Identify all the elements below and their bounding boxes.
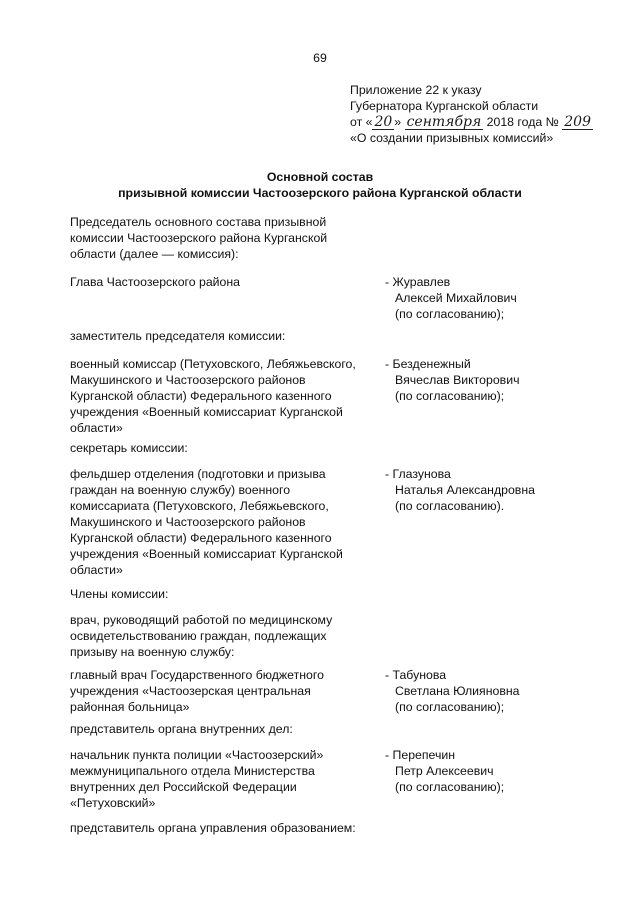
annex-line-3 <box>350 114 635 130</box>
police-person <box>385 747 635 795</box>
doctor-header-line: врач, руководящий работой по медицинскому <box>70 613 333 627</box>
chairman-header-line: области (далее — комиссия): <box>70 247 239 261</box>
deputy-position-line: учреждения «Военный комиссариат Курганской <box>70 405 343 419</box>
police-position-line: межмуниципального отдела Министерства <box>70 764 315 778</box>
police-header <box>70 721 370 737</box>
members-header <box>70 586 370 602</box>
education-header <box>70 820 370 836</box>
annex-line-1: Приложение 22 к указу <box>350 83 482 97</box>
chairman-position <box>70 274 370 290</box>
secretary-position-line: Курганской области) Федерального казенного <box>70 531 332 545</box>
police-header-line: представитель органа внутренних дел: <box>70 722 293 736</box>
police-person-line: Петр Алексеевич <box>395 764 494 778</box>
annex-block <box>350 82 635 146</box>
page-number: 69 <box>313 51 327 65</box>
secretary-position-line: области» <box>70 563 123 577</box>
title-line-2: призывной комиссии Частоозерского района Курганской области <box>118 186 522 200</box>
annex-line-4: «О создании призывных комиссий» <box>350 131 554 145</box>
deputy-position-line: области» <box>70 421 123 435</box>
secretary-person-line: Наталья Александровна <box>395 483 535 497</box>
deputy-header <box>70 328 370 344</box>
chairman-person-line: Алексей Михайлович <box>395 291 517 305</box>
secretary-position-line: комиссариата (Петуховского, Лебяжьевского, <box>70 499 329 513</box>
chairman-header-line: Председатель основного состава призывной <box>70 215 327 229</box>
police-position <box>70 747 370 811</box>
handwritten-day: 20 <box>374 114 393 130</box>
chairman-person-line: (по согласованию); <box>395 307 505 321</box>
doctor-position-line: главный врач Государственного бюджетного <box>70 668 324 682</box>
police-position-line: начальник пункта полиции «Частоозерский» <box>70 748 324 762</box>
secretary-person-line: - Глазунова <box>385 467 451 481</box>
police-person-line: (по согласованию); <box>395 780 505 794</box>
chairman-position-line: Глава Частоозерского района <box>70 275 241 289</box>
chairman-header <box>70 214 370 262</box>
annex-line-2: Губернатора Курганской области <box>350 99 539 113</box>
deputy-person <box>385 356 635 404</box>
annex-mid: » <box>394 115 405 129</box>
secretary-header-line: секретарь комиссии: <box>70 441 188 455</box>
secretary-position-line: Макушинского и Частоозерского районов <box>70 515 306 529</box>
deputy-person-line: Вячеслав Викторович <box>395 373 520 387</box>
chairman-person-line: - Журавлев <box>385 275 451 289</box>
secretary-person-line: (по согласованию). <box>395 499 505 513</box>
doctor-person-line: - Табунова <box>385 668 447 682</box>
doctor-person-line: Светлана Юлияновна <box>395 684 520 698</box>
doctor-header-line: освидетельствованию граждан, подлежащих <box>70 629 327 643</box>
handwritten-month: сентября <box>406 114 482 130</box>
deputy-position-line: военный комиссар (Петуховского, Лебяжьевского, <box>70 357 356 371</box>
deputy-position-line: Курганской области) Федерального казенного <box>70 389 332 403</box>
police-position-line: внутренних дел Российской Федерации <box>70 780 297 794</box>
secretary-position-line: граждан на военную службу) военного <box>70 483 291 497</box>
education-header-line: представитель органа управления образованием: <box>70 821 356 835</box>
secretary-position-line: учреждения «Военный комиссариат Курганской <box>70 547 343 561</box>
members-header-line: Члены комиссии: <box>70 587 169 601</box>
document-title <box>0 169 640 201</box>
deputy-header-line: заместитель председателя комиссии: <box>70 329 286 343</box>
title-line-1: Основной состав <box>266 170 374 184</box>
secretary-position <box>70 466 370 578</box>
doctor-position <box>70 667 370 715</box>
doctor-position-line: учреждения «Частоозерская центральная <box>70 684 311 698</box>
chairman-header-line: комиссии Частоозерского района Курганской <box>70 231 328 245</box>
chairman-person <box>385 274 635 322</box>
doctor-header-line: призыву на военную службу: <box>70 645 235 659</box>
secretary-person <box>385 466 635 514</box>
deputy-person-line: - Безденежный <box>385 357 471 371</box>
deputy-position-line: Макушинского и Частоозерского районов <box>70 373 306 387</box>
doctor-position-line: районная больница» <box>70 700 190 714</box>
doctor-person <box>385 667 635 715</box>
secretary-position-line: фельдшер отделения (подготовки и призыва <box>70 467 326 481</box>
annex-from: от « <box>350 115 373 129</box>
deputy-person-line: (по согласованию); <box>395 389 505 403</box>
secretary-header <box>70 440 370 456</box>
annex-year: 2018 года № <box>483 115 563 129</box>
doctor-header <box>70 612 370 660</box>
police-position-line: «Петуховский» <box>70 796 156 810</box>
deputy-position <box>70 356 370 436</box>
police-person-line: - Перепечин <box>385 748 456 762</box>
handwritten-number: 209 <box>564 114 591 130</box>
doctor-person-line: (по согласованию); <box>395 700 505 714</box>
